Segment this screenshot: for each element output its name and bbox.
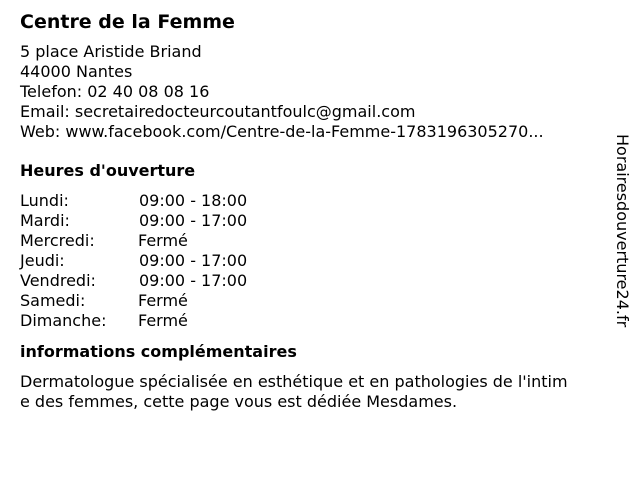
hours-title: Heures d'ouverture [20, 161, 196, 180]
hours-time-saturday: Fermé [138, 291, 188, 310]
phone-text: Telefon: 02 40 08 08 16 [20, 82, 210, 101]
hours-row-saturday [20, 291, 600, 311]
hours-row-sunday [20, 311, 600, 331]
hours-row-thursday [20, 251, 600, 271]
address-line-2: 44000 Nantes [20, 62, 133, 81]
hours-time-tuesday: 09:00 - 17:00 [139, 211, 248, 230]
hours-day-sunday: Dimanche: [20, 311, 107, 330]
hours-row-monday [20, 191, 600, 211]
hours-day-saturday: Samedi: [20, 291, 86, 310]
hours-row-tuesday [20, 211, 600, 231]
hours-time-thursday: 09:00 - 17:00 [139, 251, 248, 270]
web-text: Web: www.facebook.com/Centre-de-la-Femme-1783196305270... [20, 122, 544, 141]
watermark-text: Horairesdouverture24.fr [613, 134, 632, 328]
site-watermark [610, 134, 634, 374]
info-text: Dermatologue spécialisée en esthétique et en pathologies de l'intime des femmes, cette page vous est dédiée Mesdames. [20, 372, 568, 411]
hours-day-thursday: Jeudi: [20, 251, 65, 270]
hours-list [20, 191, 600, 331]
business-name: Centre de la Femme [20, 11, 235, 33]
business-card [20, 10, 600, 412]
hours-row-wednesday [20, 231, 600, 251]
info-title: informations complémentaires [20, 342, 297, 361]
address-line-1: 5 place Aristide Briand [20, 42, 202, 61]
hours-day-monday: Lundi: [20, 191, 69, 210]
hours-day-friday: Vendredi: [20, 271, 96, 290]
email-text: Email: secretairedocteurcoutantfoulc@gmail.com [20, 102, 416, 121]
hours-day-tuesday: Mardi: [20, 211, 70, 230]
hours-time-sunday: Fermé [138, 311, 188, 330]
hours-time-wednesday: Fermé [138, 231, 188, 250]
hours-day-wednesday: Mercredi: [20, 231, 95, 250]
hours-time-friday: 09:00 - 17:00 [139, 271, 248, 290]
hours-row-friday [20, 271, 600, 291]
hours-time-monday: 09:00 - 18:00 [139, 191, 248, 210]
